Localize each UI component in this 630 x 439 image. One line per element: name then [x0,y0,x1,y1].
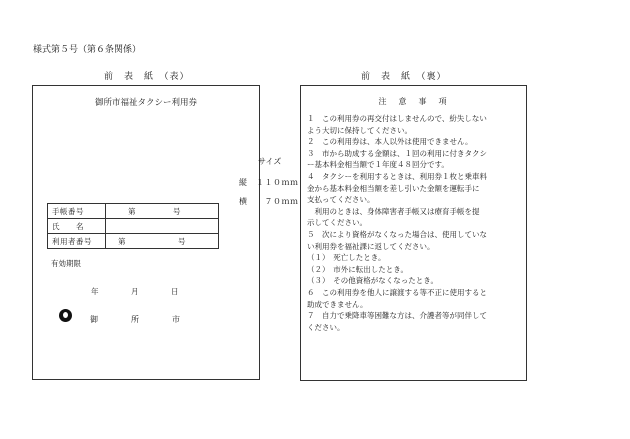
date-day: 日 [171,287,179,296]
table-row [48,234,219,249]
back-section-title: 前 表 紙 （裏） [361,72,447,82]
table-row [48,219,219,234]
notice-line: （２） 市外に転出したとき。 [307,264,408,274]
notice-line: 金から基本料金相当額を差し引いた金額を運転手に [307,183,480,193]
issuer-char-3: 市 [172,315,180,324]
date-year: 年 [91,287,99,296]
size-width: 横 ７０ｍｍ [239,197,299,206]
front-section-title: 前 表 紙 （表） [104,72,190,82]
handbook-number-value: 第 号 [106,204,219,219]
issuer-char-1: 御 [90,315,98,324]
notice-line: 助成できません。 [307,299,368,309]
notice-line: い利用券を福祉課に返してください。 [307,241,435,251]
holder-info-table [47,203,219,249]
notice-line: （１） 死亡したとき。 [307,253,386,263]
notice-line: １ この利用券の再交付はしませんので、紛失しない [307,114,487,123]
notice-line: ６ この利用券を他人に譲渡する等不正に使用すると [307,287,487,297]
form-label: 様式第５号（第６条関係） [33,45,142,55]
name-label: 氏 名 [48,219,106,234]
user-number-value: 第 号 [106,234,219,249]
user-number-label: 利用者番号 [48,234,106,249]
notice-line: ３ 市から助成する金額は、１回の利用に付きタクシ [307,148,487,158]
expiry-label: 有効期限 [51,259,81,268]
table-row [48,204,219,219]
back-cover-card [300,85,527,381]
notice-line: ２ この利用券は、本人以外は使用できません。 [307,137,473,147]
notice-line: ー基本料金相当額で１年度４８回分です。 [307,160,449,170]
issuer-char-2: 所 [131,315,139,324]
name-value [106,219,219,234]
notice-line: ７ 自力で乗降車等困難な方は、介護者等が同伴して [307,311,487,321]
date-month: 月 [131,287,139,296]
notice-line: 利用のときは、身体障害者手帳又は療育手帳を提 [307,206,480,216]
city-seal-icon [59,309,72,322]
notice-line: ４ タクシーを利用するときは、利用券１枚と乗車料 [307,171,487,181]
notice-title: 注 意 事 項 [378,97,449,106]
notice-line: 支払ってください。 [307,195,375,205]
notice-line: よう大切に保持してください。 [307,125,412,135]
front-cover-card [32,85,260,380]
notice-line: 示してください。 [307,218,367,228]
handbook-number-label: 手帳番号 [48,204,106,219]
notice-text-block [307,113,523,333]
size-title: サイズ [258,157,282,166]
ticket-title: 御所市福祉タクシー利用券 [94,98,197,108]
notice-line: ください。 [307,322,345,332]
notice-line: （３） その他資格がなくなったとき。 [307,276,438,286]
size-length: 縦 １１０ｍｍ [239,178,299,187]
notice-line: ５ 次により資格がなくなった場合は、使用していな [307,229,487,239]
